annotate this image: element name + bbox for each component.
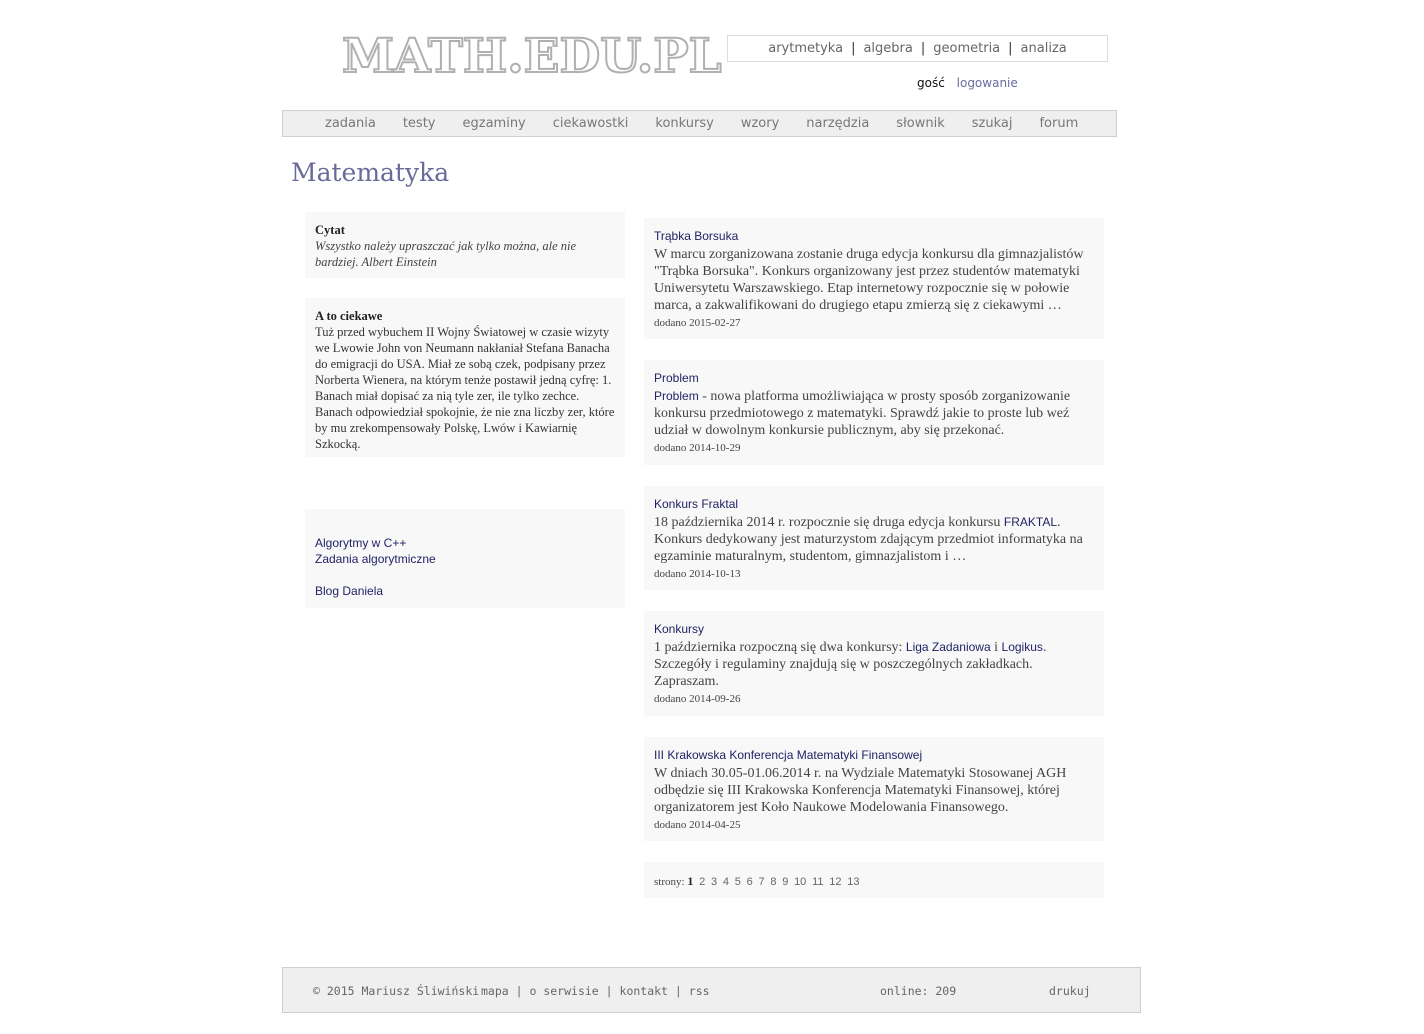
page-current: 1	[687, 874, 694, 888]
page-link[interactable]: 13	[847, 876, 860, 888]
pagination-label: strony:	[654, 876, 685, 888]
news-date: dodano 2014-10-29	[654, 442, 741, 454]
fact-text: Tuż przed wybuchem II Wojny Światowej w czasie wizyty we Lwowie John von Neumann nakłaniał Stefana Banacha do emigracji do USA. Miał ze sobą czek, podpisany przez Norberta Wienera, na którym tenże postawił jedną cyfrę: 1. Banach miał dopisać za nią tyle zer, ile tylko zechce. Banach odpowiedział spokojnie, że nie zna liczby zer, które by mu zrekompensowały Polskę, Lwów i Kawiarnię Szkocką.	[315, 325, 615, 451]
page-link[interactable]: 8	[770, 876, 777, 888]
news-text	[654, 639, 1094, 690]
news-inline-link[interactable]: Liga Zadaniowa	[905, 640, 991, 654]
footer-link-mapa[interactable]: mapa	[481, 984, 509, 998]
site-logo[interactable]: MATH.EDU.PL	[342, 29, 722, 84]
news-date: dodano 2014-04-25	[654, 819, 741, 831]
menu-konkursy[interactable]: konkursy	[655, 116, 714, 131]
user-status: gość	[917, 76, 945, 90]
news-item	[644, 218, 1104, 339]
menu-slownik[interactable]: słownik	[896, 116, 945, 131]
news-inline-link[interactable]: Logikus	[1001, 640, 1043, 654]
page-link[interactable]: 6	[746, 876, 753, 888]
page-link[interactable]: 2	[699, 876, 706, 888]
news-title[interactable]: III Krakowska Konferencja Matematyki Finansowej	[654, 748, 923, 762]
page-link[interactable]: 7	[758, 876, 765, 888]
news-date: dodano 2015-02-27	[654, 317, 741, 329]
print-link[interactable]: drukuj	[1049, 984, 1091, 998]
quote-box	[305, 212, 625, 278]
news-text-body: . Szczegóły i regulaminy znajdują się w poszczególnych zakładkach. Zapraszam.	[654, 640, 1047, 689]
menu-egzaminy[interactable]: egzaminy	[462, 116, 526, 131]
news-text-body: 18 października 2014 r. rozpocznie się druga edycja konkursu	[654, 515, 1004, 530]
news-date: dodano 2014-10-13	[654, 568, 741, 580]
footer-copyright: © 2015 Mariusz Śliwiński	[313, 984, 480, 998]
news-text-body: i	[990, 640, 1002, 655]
news-item	[644, 737, 1104, 841]
quote-heading: Cytat	[315, 223, 345, 237]
link-blog-daniela[interactable]: Blog Daniela	[315, 584, 384, 598]
link-zadania-algorytmiczne[interactable]: Zadania algorytmiczne	[315, 552, 436, 566]
news-title[interactable]: Konkursy	[654, 622, 705, 636]
main-menu	[282, 110, 1117, 137]
fact-heading: A to ciekawe	[315, 309, 383, 323]
link-algorytmy[interactable]: Algorytmy w C++	[315, 536, 407, 550]
login-link[interactable]: logowanie	[956, 76, 1018, 90]
menu-forum[interactable]: forum	[1039, 116, 1079, 131]
news-title[interactable]: Problem	[654, 371, 699, 385]
news-text-body: 1 października rozpoczną się dwa konkursy:	[654, 640, 906, 655]
menu-wzory[interactable]: wzory	[740, 116, 780, 131]
page-link[interactable]: 4	[722, 876, 729, 888]
news-text-body: . Konkurs dedykowany jest maturzystom zdającym przedmiot informatyka na egzaminie maturalnym, studentom, gimnazjalistom i …	[654, 515, 1083, 564]
news-date: dodano 2014-09-26	[654, 693, 741, 705]
news-text: W marcu zorganizowana zostanie druga edycja konkursu dla gimnazjalistów "Trąbka Borsuka". Konkurs organizowany jest przez studentów matematyki Uniwersytetu Warszawskiego. Etap internetowy rozpocznie się w połowie marca, a zakwalifikowani do drugiego etapu zmierzą się z ciekawymi …	[654, 247, 1084, 313]
news-item	[644, 360, 1104, 465]
quote-text: Wszystko należy upraszczać jak tylko można, ale nie bardziej. Albert Einstein	[315, 239, 577, 269]
menu-szukaj[interactable]: szukaj	[971, 116, 1013, 131]
news-text	[654, 388, 1094, 439]
page-link[interactable]: 11	[812, 876, 824, 888]
news-title[interactable]: Trąbka Borsuka	[654, 229, 739, 243]
footer-link-kontakt[interactable]: kontakt	[619, 984, 668, 998]
news-title[interactable]: Konkurs Fraktal	[654, 497, 739, 511]
page-link[interactable]: 10	[794, 876, 807, 888]
menu-testy[interactable]: testy	[402, 116, 436, 131]
menu-narzedzia[interactable]: narzędzia	[806, 116, 870, 131]
topnav-arytmetyka[interactable]: arytmetyka	[768, 41, 844, 56]
news-text	[654, 514, 1094, 565]
top-category-nav: arytmetyka | algebra | geometria | analiza	[727, 35, 1108, 62]
online-count: online: 209	[880, 984, 957, 998]
footer-link-o-serwisie[interactable]: o serwisie	[529, 984, 599, 998]
page-link[interactable]: 9	[782, 876, 789, 888]
page-title: Matematyka	[291, 158, 450, 187]
footer-links: mapa | o serwisie | kontakt | rss	[481, 984, 710, 998]
news-text: W dniach 30.05-01.06.2014 r. na Wydziale Matematyki Stosowanej AGH odbędzie się III Krakowska Konferencja Matematyki Finansowej, której organizatorem jest Koło Naukowe Modelowania Finansowego.	[654, 766, 1067, 815]
menu-zadania[interactable]: zadania	[325, 116, 376, 131]
pagination	[644, 862, 1104, 898]
page-link[interactable]: 12	[829, 876, 842, 888]
news-item	[644, 486, 1104, 590]
news-item	[644, 611, 1104, 716]
menu-ciekawostki[interactable]: ciekawostki	[552, 116, 629, 131]
page-link[interactable]: 5	[734, 876, 741, 888]
footer-link-rss[interactable]: rss	[688, 984, 710, 998]
topnav-algebra[interactable]: algebra	[863, 41, 913, 56]
links-box	[305, 509, 625, 608]
topnav-analiza[interactable]: analiza	[1020, 41, 1067, 56]
news-inline-link[interactable]: FRAKTAL	[1003, 515, 1058, 529]
news-text-body: - nowa platforma umożliwiająca w prosty sposób zorganizowanie konkursu przedmiotowego z matematyki. Sprawdź jakie to proste lub weź udział w dowolnym konkursie publicznym, aby się przekonać.	[654, 389, 1071, 438]
page-link[interactable]: 3	[710, 876, 718, 888]
news-inline-link[interactable]: Problem	[654, 389, 699, 403]
footer	[282, 967, 1141, 1013]
user-area	[917, 76, 1018, 90]
topnav-geometria[interactable]: geometria	[933, 41, 1001, 56]
fact-box	[305, 298, 625, 457]
